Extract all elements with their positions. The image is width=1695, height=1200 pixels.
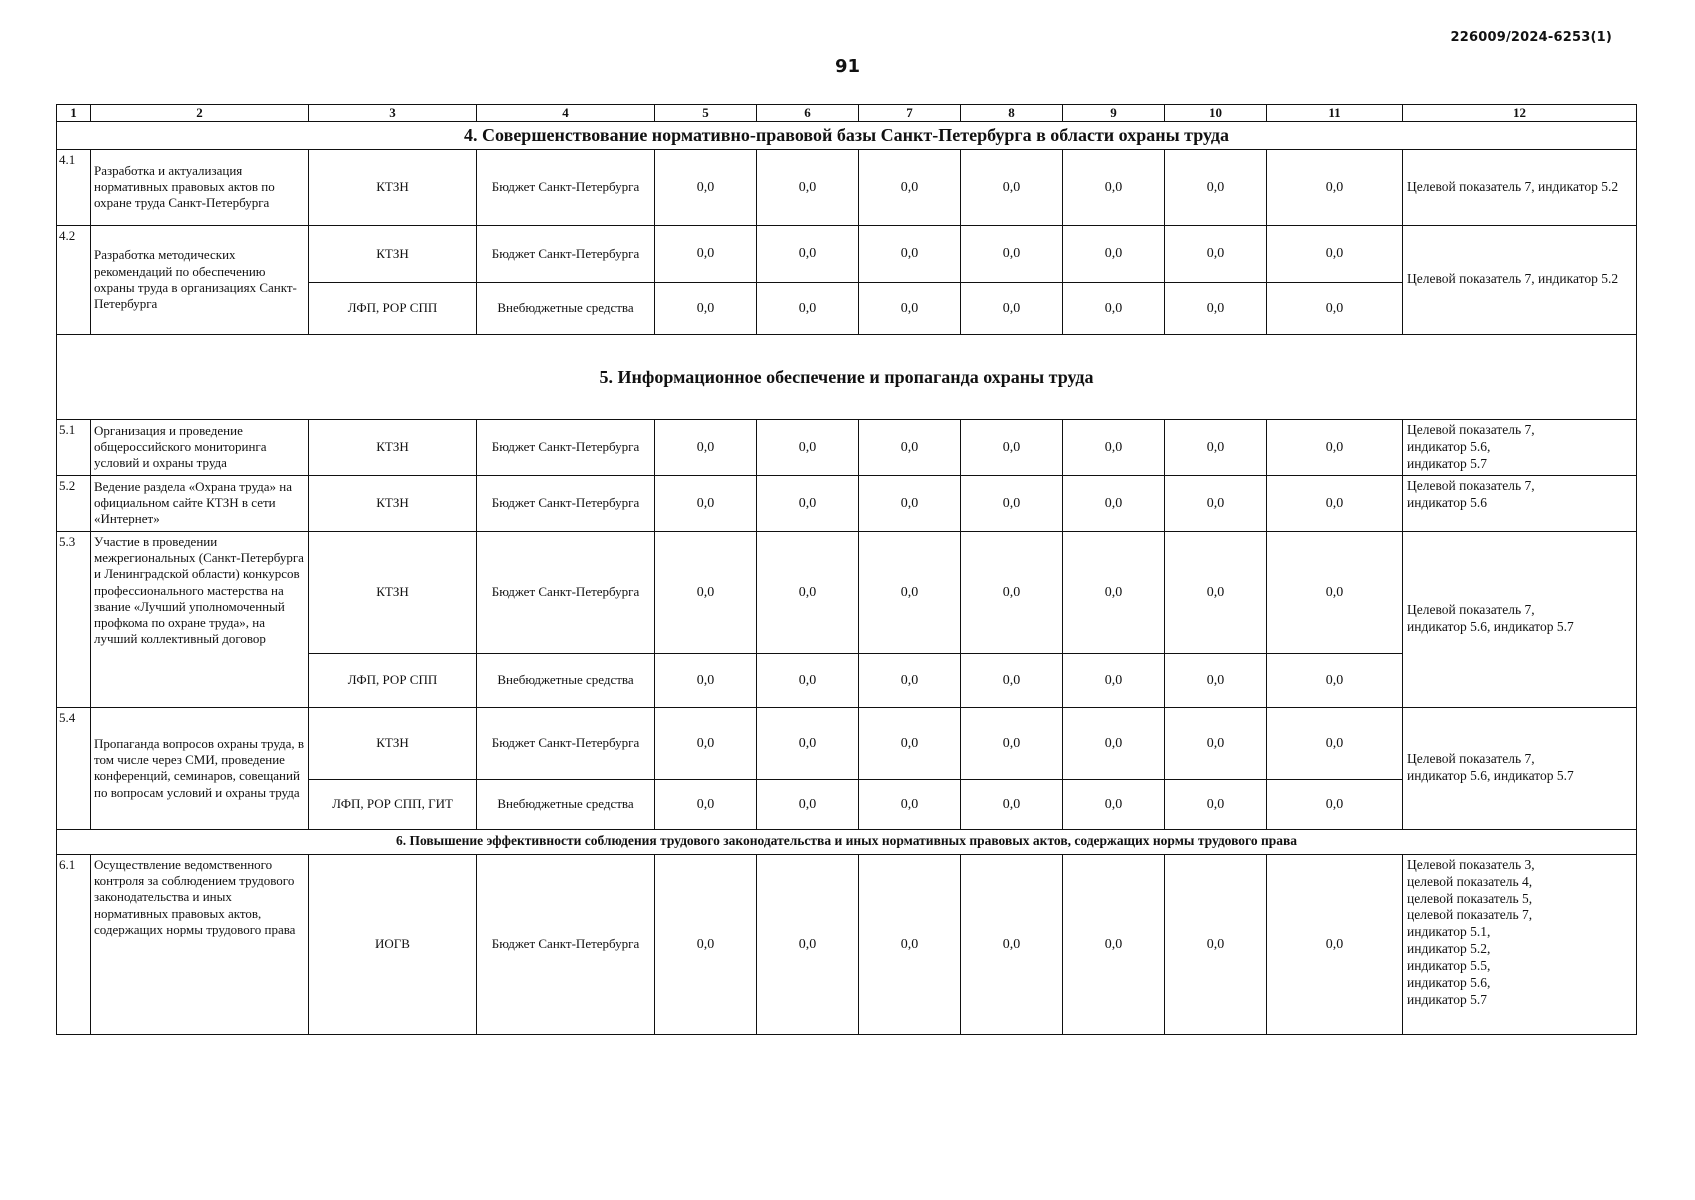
value-cell: 0,0 (1267, 707, 1403, 779)
executor: ИОГВ (309, 854, 477, 1034)
column-header: 3 (309, 105, 477, 122)
funding-source: Бюджет Санкт-Петербурга (477, 419, 655, 475)
value-cell: 0,0 (961, 149, 1063, 225)
funding-source: Внебюджетные средства (477, 779, 655, 829)
value-cell: 0,0 (1165, 475, 1267, 531)
funding-source: Бюджет Санкт-Петербурга (477, 475, 655, 531)
value-cell: 0,0 (1063, 653, 1165, 707)
row-number: 5.1 (57, 419, 91, 475)
value-cell: 0,0 (961, 653, 1063, 707)
value-cell: 0,0 (757, 531, 859, 653)
funding-source: Бюджет Санкт-Петербурга (477, 149, 655, 225)
executor: КТЗН (309, 225, 477, 282)
value-cell: 0,0 (1267, 854, 1403, 1034)
section-row (57, 829, 1637, 854)
section-row (57, 122, 1637, 150)
value-cell: 0,0 (655, 854, 757, 1034)
value-cell: 0,0 (757, 779, 859, 829)
target-indicator: Целевой показатель 7, индикатор 5.2 (1403, 225, 1637, 334)
target-line: индикатор 5.5, (1407, 958, 1491, 973)
value-cell: 0,0 (961, 779, 1063, 829)
value-cell: 0,0 (757, 149, 859, 225)
section-title-5: 5. Информационное обеспечение и пропаганда охраны труда (57, 334, 1637, 419)
table-row (57, 225, 1637, 282)
activity-name: Ведение раздела «Охрана труда» на официальном сайте КТЗН в сети «Интернет» (91, 475, 309, 531)
row-number: 4.2 (57, 225, 91, 334)
executor: ЛФП, РОР СПП (309, 653, 477, 707)
document-id: 226009/2024-6253(1) (1450, 30, 1612, 45)
target-line: целевой показатель 4, (1407, 873, 1533, 889)
target-indicator (1403, 531, 1637, 707)
value-cell: 0,0 (859, 531, 961, 653)
target-line: индикатор 5.6 (1407, 494, 1488, 510)
row-number: 5.2 (57, 475, 91, 531)
funding-source: Бюджет Санкт-Петербурга (477, 531, 655, 653)
value-cell: 0,0 (757, 475, 859, 531)
value-cell: 0,0 (859, 779, 961, 829)
executor: ЛФП, РОР СПП (309, 282, 477, 334)
value-cell: 0,0 (1063, 531, 1165, 653)
table-row (57, 531, 1637, 653)
value-cell: 0,0 (859, 149, 961, 225)
value-cell: 0,0 (1165, 531, 1267, 653)
program-table (56, 104, 1637, 1035)
activity-name: Пропаганда вопросов охраны труда, в том числе через СМИ, проведение конференций, семинаров, совещаний по вопросам условий и охраны труда (91, 707, 309, 829)
value-cell: 0,0 (1063, 149, 1165, 225)
target-indicator (1403, 707, 1637, 829)
value-cell: 0,0 (961, 225, 1063, 282)
funding-source: Бюджет Санкт-Петербурга (477, 225, 655, 282)
value-cell: 0,0 (1063, 779, 1165, 829)
value-cell: 0,0 (961, 707, 1063, 779)
executor: ЛФП, РОР СПП, ГИТ (309, 779, 477, 829)
row-number: 5.4 (57, 707, 91, 829)
target-line: индикатор 5.6, индикатор 5.7 (1407, 619, 1574, 635)
value-cell: 0,0 (1165, 282, 1267, 334)
activity-name: Осуществление ведомственного контроля за соблюдением трудового законодательства и иных нормативных правовых актов, содержащих нормы трудового права (91, 854, 309, 1034)
value-cell: 0,0 (1267, 531, 1403, 653)
activity-name: Разработка методических рекомендаций по обеспечению охраны труда в организациях Санкт-Петербурга (91, 225, 309, 334)
target-indicator: Целевой показатель 7, индикатор 5.2 (1403, 149, 1637, 225)
value-cell: 0,0 (655, 475, 757, 531)
value-cell: 0,0 (859, 419, 961, 475)
value-cell: 0,0 (1165, 149, 1267, 225)
column-header: 5 (655, 105, 757, 122)
target-line: Целевой показатель 3, (1407, 856, 1535, 872)
target-line: индикатор 5.1, (1407, 924, 1491, 940)
value-cell: 0,0 (757, 707, 859, 779)
value-cell: 0,0 (961, 282, 1063, 334)
executor: КТЗН (309, 531, 477, 653)
value-cell: 0,0 (1063, 475, 1165, 531)
activity-name: Разработка и актуализация нормативных правовых актов по охране труда Санкт-Петербурга (91, 149, 309, 225)
value-cell: 0,0 (1063, 707, 1165, 779)
value-cell: 0,0 (1063, 854, 1165, 1034)
target-line: целевой показатель 5, (1407, 890, 1533, 906)
value-cell: 0,0 (655, 225, 757, 282)
column-header: 9 (1063, 105, 1165, 122)
value-cell: 0,0 (859, 225, 961, 282)
activity-name: Участие в проведении межрегиональных (Санкт-Петербурга и Ленинградской области) конкурсов профессионального мастерства на звание «Лучший уполномоченный профкома по охране труда», на лучший коллективный договор (91, 531, 309, 707)
target-line: Целевой показатель 7, (1407, 751, 1535, 767)
section-title-4: 4. Совершенствование нормативно-правовой базы Санкт-Петербурга в области охраны труда (57, 122, 1637, 150)
value-cell: 0,0 (655, 419, 757, 475)
value-cell: 0,0 (859, 282, 961, 334)
target-indicator (1403, 854, 1637, 1034)
value-cell: 0,0 (1267, 475, 1403, 531)
section-title-6: 6. Повышение эффективности соблюдения трудового законодательства и иных нормативных правовых актов, содержащих нормы трудового права (57, 829, 1637, 854)
value-cell: 0,0 (1165, 707, 1267, 779)
value-cell: 0,0 (1267, 779, 1403, 829)
value-cell: 0,0 (655, 779, 757, 829)
table-row (57, 854, 1637, 1034)
section-row (57, 334, 1637, 419)
executor: КТЗН (309, 419, 477, 475)
value-cell: 0,0 (1063, 419, 1165, 475)
value-cell: 0,0 (961, 419, 1063, 475)
page-number: 91 (834, 56, 861, 77)
column-header: 6 (757, 105, 859, 122)
value-cell: 0,0 (859, 653, 961, 707)
value-cell: 0,0 (859, 854, 961, 1034)
value-cell: 0,0 (757, 419, 859, 475)
value-cell: 0,0 (1267, 419, 1403, 475)
value-cell: 0,0 (655, 653, 757, 707)
table-row (57, 149, 1637, 225)
activity-name: Организация и проведение общероссийского мониторинга условий и охраны труда (91, 419, 309, 475)
column-header-row (57, 105, 1637, 122)
value-cell: 0,0 (757, 282, 859, 334)
executor: КТЗН (309, 475, 477, 531)
column-header: 11 (1267, 105, 1403, 122)
value-cell: 0,0 (961, 475, 1063, 531)
value-cell: 0,0 (1063, 282, 1165, 334)
target-indicator (1403, 475, 1637, 531)
value-cell: 0,0 (961, 531, 1063, 653)
target-line: индикатор 5.6, индикатор 5.7 (1407, 768, 1574, 784)
target-line: целевой показатель 7, (1407, 907, 1533, 923)
value-cell: 0,0 (757, 225, 859, 282)
target-indicator (1403, 419, 1637, 475)
table-row (57, 707, 1637, 779)
value-cell: 0,0 (757, 854, 859, 1034)
funding-source: Бюджет Санкт-Петербурга (477, 707, 655, 779)
value-cell: 0,0 (1165, 225, 1267, 282)
funding-source: Внебюджетные средства (477, 282, 655, 334)
column-header: 7 (859, 105, 961, 122)
row-number: 4.1 (57, 149, 91, 225)
table-row (57, 475, 1637, 531)
target-line: Целевой показатель 7, (1407, 602, 1535, 618)
value-cell: 0,0 (1165, 419, 1267, 475)
value-cell: 0,0 (655, 707, 757, 779)
value-cell: 0,0 (1267, 225, 1403, 282)
table-row (57, 419, 1637, 475)
target-line: индикатор 5.7 (1407, 991, 1488, 1007)
value-cell: 0,0 (859, 475, 961, 531)
funding-source: Внебюджетные средства (477, 653, 655, 707)
column-header: 2 (91, 105, 309, 122)
value-cell: 0,0 (655, 531, 757, 653)
column-header: 8 (961, 105, 1063, 122)
value-cell: 0,0 (757, 653, 859, 707)
column-header: 1 (57, 105, 91, 122)
row-number: 6.1 (57, 854, 91, 1034)
funding-source: Бюджет Санкт-Петербурга (477, 854, 655, 1034)
value-cell: 0,0 (1165, 779, 1267, 829)
value-cell: 0,0 (1165, 653, 1267, 707)
value-cell: 0,0 (655, 149, 757, 225)
executor: КТЗН (309, 707, 477, 779)
value-cell: 0,0 (1267, 149, 1403, 225)
column-header: 10 (1165, 105, 1267, 122)
target-line: Целевой показатель 7, (1407, 421, 1535, 437)
value-cell: 0,0 (1267, 282, 1403, 334)
column-header: 12 (1403, 105, 1637, 122)
target-line: индикатор 5.2, (1407, 941, 1491, 957)
value-cell: 0,0 (1063, 225, 1165, 282)
value-cell: 0,0 (859, 707, 961, 779)
target-line: индикатор 5.6, (1407, 438, 1491, 454)
executor: КТЗН (309, 149, 477, 225)
column-header: 4 (477, 105, 655, 122)
value-cell: 0,0 (1165, 854, 1267, 1034)
value-cell: 0,0 (1267, 653, 1403, 707)
target-line: индикатор 5.7 (1407, 455, 1488, 471)
value-cell: 0,0 (655, 282, 757, 334)
target-line: индикатор 5.6, (1407, 974, 1491, 990)
value-cell: 0,0 (961, 854, 1063, 1034)
row-number: 5.3 (57, 531, 91, 707)
target-line: Целевой показатель 7, (1407, 477, 1535, 493)
